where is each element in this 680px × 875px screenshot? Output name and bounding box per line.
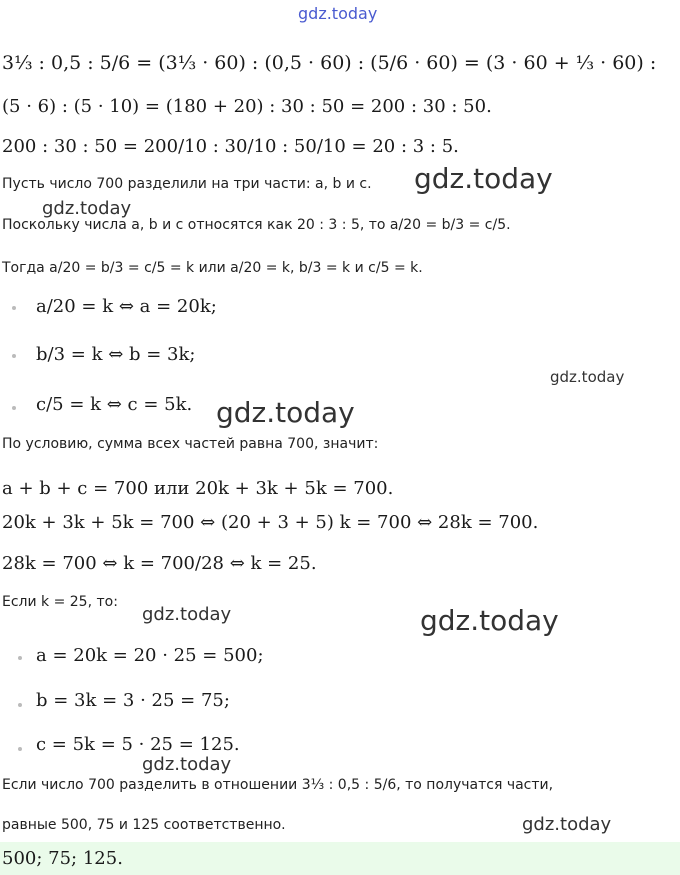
watermark: gdz.today xyxy=(522,814,612,835)
equation-line: 28k = 700 ⇔ k = 700/28 ⇔ k = 25. xyxy=(2,553,317,574)
bullet-equation: c = 5k = 5 · 25 = 125. xyxy=(36,734,240,755)
watermark: gdz.today xyxy=(420,604,559,637)
watermark: gdz.today xyxy=(142,604,232,625)
text-line: Поскольку числа a, b и c относятся как 20 : 3 : 5, то a/20 = b/3 = c/5. xyxy=(2,217,511,233)
bullet-equation: c/5 = k ⇔ c = 5k. xyxy=(36,394,193,415)
text-line: Пусть число 700 разделили на три части: a, b и c. xyxy=(2,176,372,192)
watermark: gdz.today xyxy=(298,4,378,23)
bullet xyxy=(18,703,22,707)
bullet-equation: a = 20k = 20 · 25 = 500; xyxy=(36,645,264,666)
text-line: Если число 700 разделить в отношении 3⅓ : 0,5 : 5/6, то получатся части, xyxy=(2,777,554,793)
equation-line: a + b + c = 700 или 20k + 3k + 5k = 700. xyxy=(2,478,394,499)
bullet-equation: b/3 = k ⇔ b = 3k; xyxy=(36,344,196,365)
watermark: gdz.today xyxy=(42,198,132,219)
answer-text: 500; 75; 125. xyxy=(2,848,123,869)
bullet xyxy=(12,406,16,410)
equation-line-3: 200 : 30 : 50 = 200/10 : 30/10 : 50/10 = 20 : 3 : 5. xyxy=(2,136,459,157)
bullet xyxy=(18,656,22,660)
text-line: По условию, сумма всех частей равна 700, значит: xyxy=(2,436,379,452)
text-line: Если k = 25, то: xyxy=(2,594,118,610)
equation-line: 20k + 3k + 5k = 700 ⇔ (20 + 3 + 5) k = 700 ⇔ 28k = 700. xyxy=(2,512,539,533)
text-line: равные 500, 75 и 125 соответственно. xyxy=(2,817,286,833)
equation-line-2: (5 · 6) : (5 · 10) = (180 + 20) : 30 : 50 = 200 : 30 : 50. xyxy=(2,96,492,117)
watermark: gdz.today xyxy=(216,396,355,429)
watermark: gdz.today xyxy=(550,368,625,386)
watermark: gdz.today xyxy=(142,754,232,775)
watermark: gdz.today xyxy=(414,162,553,195)
bullet xyxy=(12,354,16,358)
equation-line-1: 3⅓ : 0,5 : 5/6 = (3⅓ · 60) : (0,5 · 60) : (5/6 · 60) = (3 · 60 + ⅓ · 60) : xyxy=(2,52,657,74)
text-line: Тогда a/20 = b/3 = c/5 = k или a/20 = k, b/3 = k и c/5 = k. xyxy=(2,260,423,276)
bullet xyxy=(18,747,22,751)
bullet-equation: b = 3k = 3 · 25 = 75; xyxy=(36,690,230,711)
bullet-equation: a/20 = k ⇔ a = 20k; xyxy=(36,296,217,317)
bullet xyxy=(12,306,16,310)
